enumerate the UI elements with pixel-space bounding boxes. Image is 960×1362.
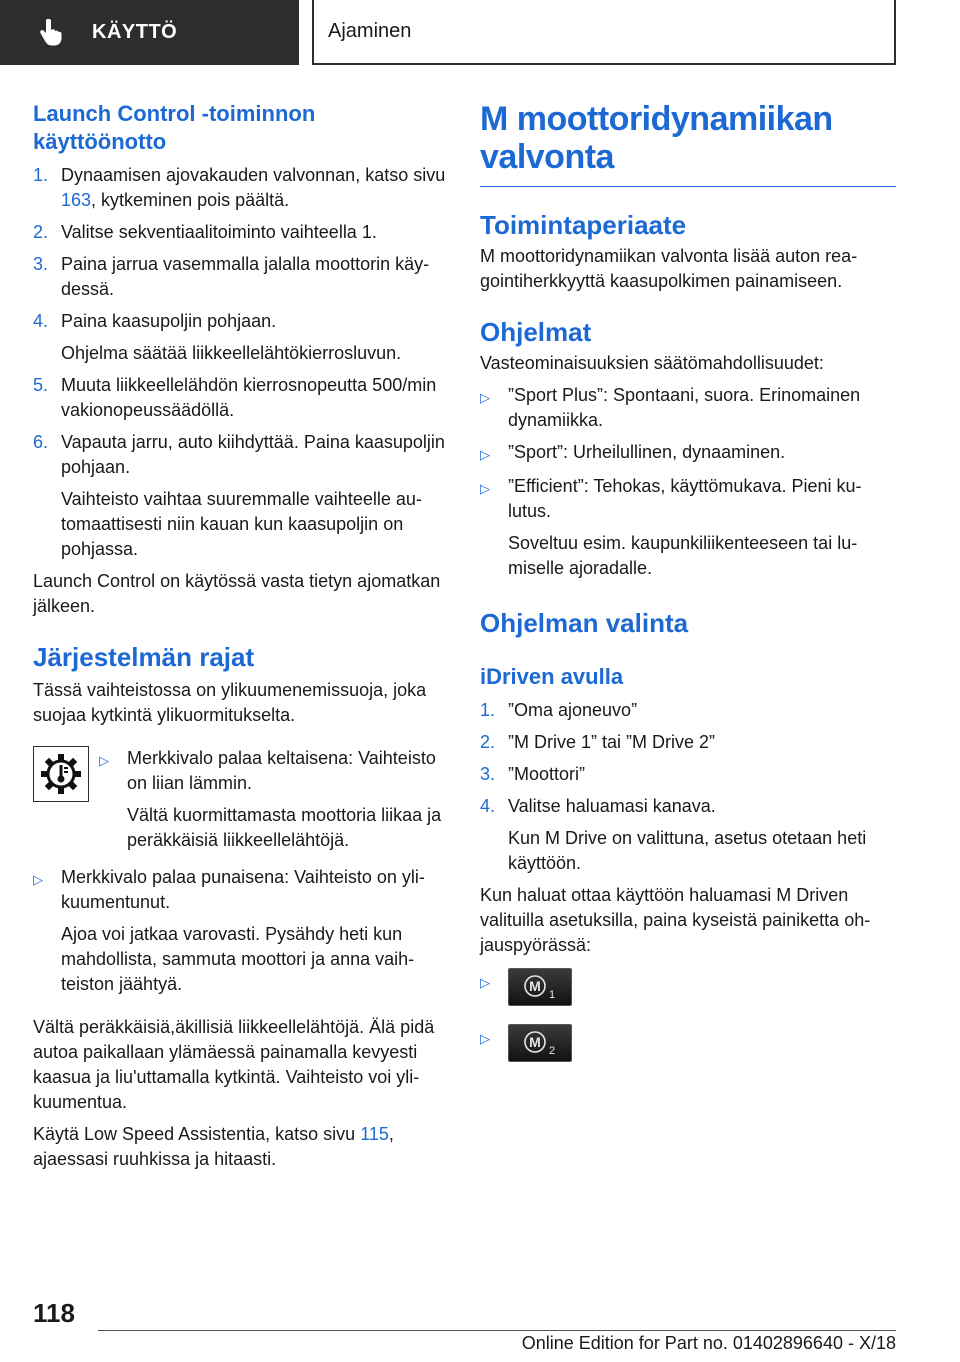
limits-intro: Tässä vaihteistossa on ylikuumenemissuoja, joka suojaa kytkintä ylikuormitukselta. xyxy=(33,680,427,725)
page-number: 118 xyxy=(33,1298,75,1328)
chapter-tab xyxy=(312,0,896,65)
warning-yellow xyxy=(33,746,449,853)
mdrive-note: Kun haluat ottaa käyttöön haluamasi M Driven valituilla asetuksilla, paina kyseistä painiketta ohjauspyörässä: xyxy=(480,885,871,955)
step-number: 6. xyxy=(33,432,49,452)
footer-rule xyxy=(98,1330,896,1331)
warning-red xyxy=(33,865,449,915)
list-item xyxy=(480,794,896,819)
warning-continuation: Vältä kuormittamasta moottoria liikaa ja peräkkäisiä liikkeellelähtöjä. xyxy=(127,805,442,850)
chapter-title: Ajaminen xyxy=(328,20,412,42)
program-continuation: Soveltuu esim. kaupunkiliikenteeseen tai lumiselle ajoradalle. xyxy=(508,533,858,578)
title-rule xyxy=(480,186,896,187)
step-continuation: Kun M Drive on valittuna, asetus otetaan heti käyttöön. xyxy=(508,828,867,873)
m1-button-icon xyxy=(508,968,572,1006)
avoid-text: Vältä peräkkäisiä,äkillisiä liikkeellelähtöjä. Älä pidä autoa paikallaan ylämäessä painamalla kevyesti kaasua ja liu'uttamalla kytkintä. Vaihteisto voi ylikuumentua. xyxy=(33,1017,435,1112)
bullet-triangle-icon: ▷ xyxy=(480,1031,490,1046)
svg-text:M: M xyxy=(529,1034,541,1050)
step-text: Muuta liikkeellelähdön kierrosnopeutta 500/min vakionopeussäädöllä. xyxy=(61,375,437,420)
list-item xyxy=(33,373,449,423)
launch-steps-list xyxy=(33,163,449,334)
bullet-triangle-icon: ▷ xyxy=(480,447,490,462)
warning-item xyxy=(99,746,449,796)
step-text: Vapauta jarru, auto kiihdyttää. Paina kaasupoljin pohjaan. xyxy=(61,432,445,477)
list-item xyxy=(480,698,896,723)
bullet-triangle-icon: ▷ xyxy=(480,975,490,990)
list-item xyxy=(480,968,896,1006)
m2-button-icon xyxy=(508,1024,572,1062)
list-item xyxy=(33,220,449,245)
page-title: M moottoridynamiikan valvonta xyxy=(480,100,833,176)
list-item xyxy=(480,440,896,467)
bullet-triangle-icon: ▷ xyxy=(480,481,490,496)
left-column xyxy=(33,100,449,1172)
step-text: ”M Drive 1” tai ”M Drive 2” xyxy=(508,732,716,752)
program-text: ”Efficient”: Tehokas, käyttömukava. Pieni kulutus. xyxy=(508,476,862,521)
bullet-triangle-icon: ▷ xyxy=(33,872,43,887)
step-continuation: Ohjelma säätää liikkeellelähtökierrosluvun. xyxy=(61,343,402,363)
low-speed-pre: Käytä Low Speed Assistentia, katso sivu xyxy=(33,1124,361,1144)
step-number: 1. xyxy=(480,700,496,720)
step-number: 3. xyxy=(33,254,49,274)
list-item xyxy=(480,474,896,524)
list-item xyxy=(480,1024,896,1062)
program-text: ”Sport”: Urheilullinen, dynaaminen. xyxy=(508,442,786,462)
page-link[interactable]: 163 xyxy=(61,190,92,210)
step-text: Dynaamisen ajovakauden valvonnan, katso sivu xyxy=(61,165,446,185)
step-text: , kytkeminen pois päältä. xyxy=(91,190,290,210)
low-speed-text xyxy=(33,1122,449,1172)
step-number: 3. xyxy=(480,764,496,784)
step-text: Paina kaasupoljin pohjaan. xyxy=(61,311,277,331)
list-item xyxy=(480,762,896,787)
section-title: KÄYTTÖ xyxy=(92,21,178,43)
step-text: ”Moottori” xyxy=(508,764,586,784)
launch-control-heading: Launch Control -toiminnon käyttöönotto xyxy=(33,101,316,154)
bullet-triangle-icon: ▷ xyxy=(99,753,109,768)
list-item xyxy=(480,383,896,433)
step-text: Valitse haluamasi kanava. xyxy=(508,796,716,816)
idrive-steps-list xyxy=(480,698,896,819)
bullet-triangle-icon: ▷ xyxy=(480,390,490,405)
step-text: Paina jarrua vasemmalla jalalla moottorin käydessä. xyxy=(61,254,430,299)
step-number: 4. xyxy=(480,796,496,816)
principle-heading: Toimintaperiaate xyxy=(480,210,687,240)
select-heading: Ohjelman valinta xyxy=(480,608,689,638)
launch-steps-list-cont xyxy=(33,373,449,480)
step-number: 4. xyxy=(33,311,49,331)
step-number: 2. xyxy=(33,222,49,242)
step-number: 1. xyxy=(33,165,49,185)
step-number: 5. xyxy=(33,375,49,395)
programs-heading: Ohjelmat xyxy=(480,317,592,347)
section-tab xyxy=(0,0,299,65)
transmission-temperature-icon xyxy=(33,746,89,802)
list-item xyxy=(33,309,449,334)
button-digit: 1 xyxy=(549,989,556,1001)
program-text: ”Sport Plus”: Spontaani, suora. Erinomainen dynamiikka. xyxy=(508,385,861,430)
warning-text: Merkkivalo palaa keltaisena: Vaihteisto on liian lämmin. xyxy=(127,748,436,793)
list-item xyxy=(33,163,449,213)
step-number: 2. xyxy=(480,732,496,752)
warning-continuation: Ajoa voi jatkaa varovasti. Pysähdy heti kun mahdollista, sammuta moottori ja anna vaihteiston jäähtyä. xyxy=(61,924,415,994)
right-column xyxy=(480,100,896,1062)
svg-text:M: M xyxy=(529,978,541,994)
principle-text: M moottoridynamiikan valvonta lisää auton reagointiherkkyyttä kaasupolkimen painamiseen. xyxy=(480,246,858,291)
system-limits-heading: Järjestelmän rajat xyxy=(33,642,255,672)
list-item xyxy=(480,730,896,755)
step-text: ”Oma ajoneuvo” xyxy=(508,700,638,720)
low-speed-post: , ajaessasi ruuhkissa ja hitaasti. xyxy=(33,1124,394,1169)
step-continuation: Vaihteisto vaihtaa suuremmalle vaihteelle automaattisesti niin kauan kun kaasupoljin on pohjassa. xyxy=(61,489,422,559)
list-item xyxy=(33,430,449,480)
warning-text: Merkkivalo palaa punaisena: Vaihteisto on ylikuumentunut. xyxy=(61,867,425,912)
hand-pointer-icon xyxy=(38,19,64,47)
programs-intro: Vasteominaisuuksien säätömahdollisuudet: xyxy=(480,353,824,373)
list-item xyxy=(33,252,449,302)
idrive-heading: iDriven avulla xyxy=(480,664,624,689)
edition-text: Online Edition for Part no. 01402896640 - X/18 xyxy=(521,1333,896,1353)
page-link[interactable]: 115 xyxy=(360,1124,389,1144)
button-digit: 2 xyxy=(549,1045,556,1057)
launch-note: Launch Control on käytössä vasta tietyn ajomatkan jälkeen. xyxy=(33,571,441,616)
step-text: Valitse sekventiaalitoiminto vaihteella 1. xyxy=(61,222,377,242)
